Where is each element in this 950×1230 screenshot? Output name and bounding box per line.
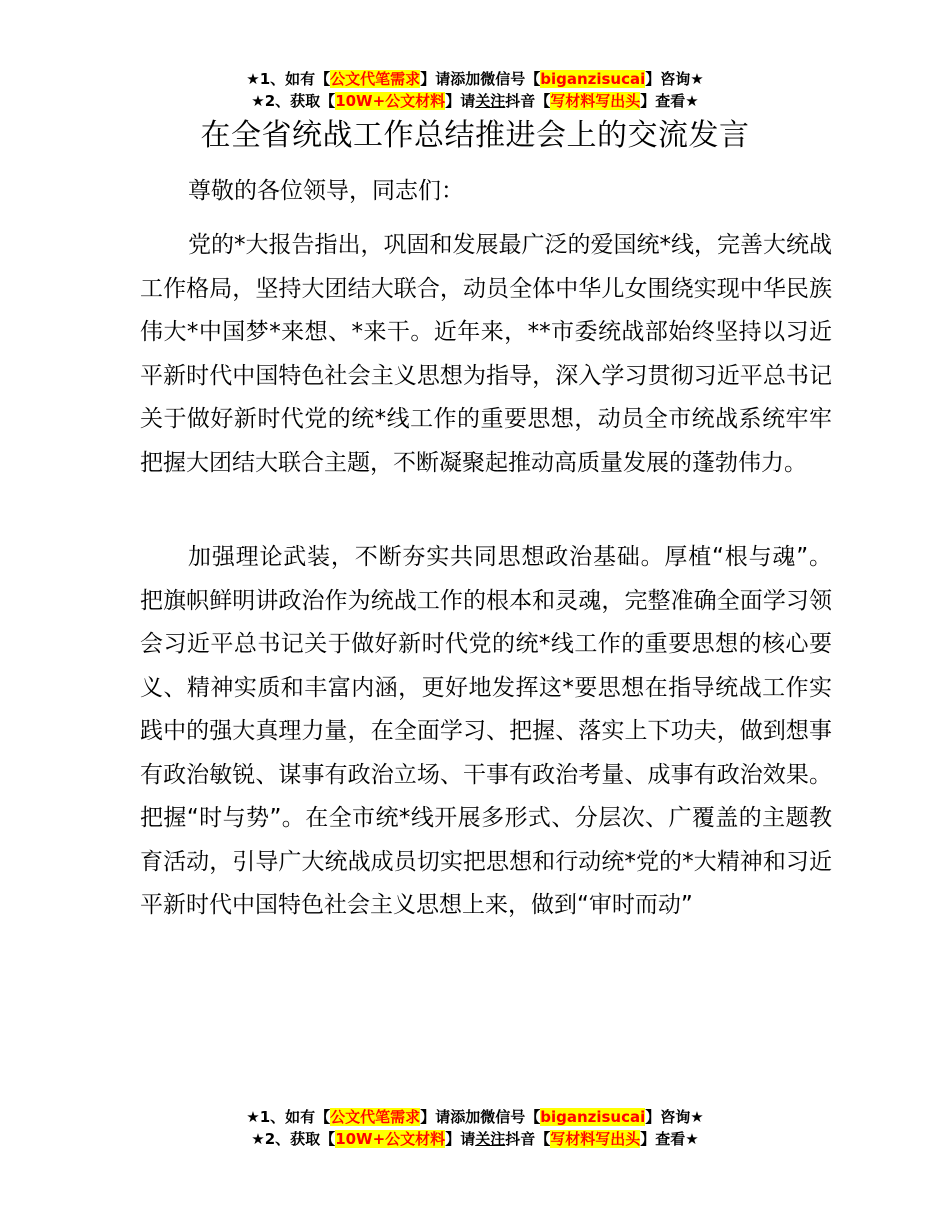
promo-highlight: 10W+公文材料 <box>335 1130 446 1148</box>
promo-highlight: 公文代笔需求 <box>330 70 421 88</box>
header-promo <box>0 68 950 112</box>
body-paragraph: 加强理论武装，不断夯实共同思想政治基础。厚植“根与魂”。把旗帜鲜明讲政治作为统战工作的根本和灵魂，完整准确全面学习领会习近平总书记关于做好新时代党的统*线工作的重要思想的核心要义、精神实质和丰富内涵，更好地发挥这*要思想在指导统战工作实践中的强大真理力量，在全面学习、把握、落实上下功夫，做到想事有政治敏锐、谋事有政治立场、干事有政治考量、成事有政治效果。把握“时与势”。在全市统*线开展多形式、分层次、广覆盖的主题教育活动，引导广大统战成员切实把思想和行动统*党的*大精神和习近平新时代中国特色社会主义思想上来，做到“审时而动” <box>140 544 832 918</box>
promo-line-1: ★1、如有【公文代笔需求】请添加微信号【biganzisucai】咨询★ <box>246 70 704 88</box>
promo-line-2: ★2、获取【10W+公文材料】请关注抖音【写材料写出头】查看★ <box>251 1130 699 1148</box>
promo-line-1: ★1、如有【公文代笔需求】请添加微信号【biganzisucai】咨询★ <box>246 1108 704 1126</box>
douyin-account: 写材料写出头 <box>550 1130 641 1148</box>
salutation: 尊敬的各位领导，同志们： <box>188 178 464 204</box>
promo-highlight: 公文代笔需求 <box>330 1108 421 1126</box>
promo-line-2: ★2、获取【10W+公文材料】请关注抖音【写材料写出头】查看★ <box>251 92 699 110</box>
footer-promo <box>0 1106 950 1150</box>
wechat-id: biganzisucai <box>540 1108 646 1126</box>
wechat-id: biganzisucai <box>540 70 646 88</box>
body-paragraph: 党的*大报告指出，巩固和发展最广泛的爱国统*线，完善大统战工作格局，坚持大团结大联合，动员全体中华儿女围绕实现中华民族伟大*中国梦*来想、*来干。近年来，**市委统战部始终坚持以习近平新时代中国特色社会主义思想为指导，深入学习贯彻习近平总书记关于做好新时代党的统*线工作的重要思想，动员全市统战系统牢牢把握大团结大联合主题，不断凝聚起推动高质量发展的蓬勃伟力。 <box>140 232 832 476</box>
document-title: 在全省统战工作总结推进会上的交流发言 <box>200 118 750 153</box>
promo-highlight: 10W+公文材料 <box>335 92 446 110</box>
douyin-account: 写材料写出头 <box>550 92 641 110</box>
